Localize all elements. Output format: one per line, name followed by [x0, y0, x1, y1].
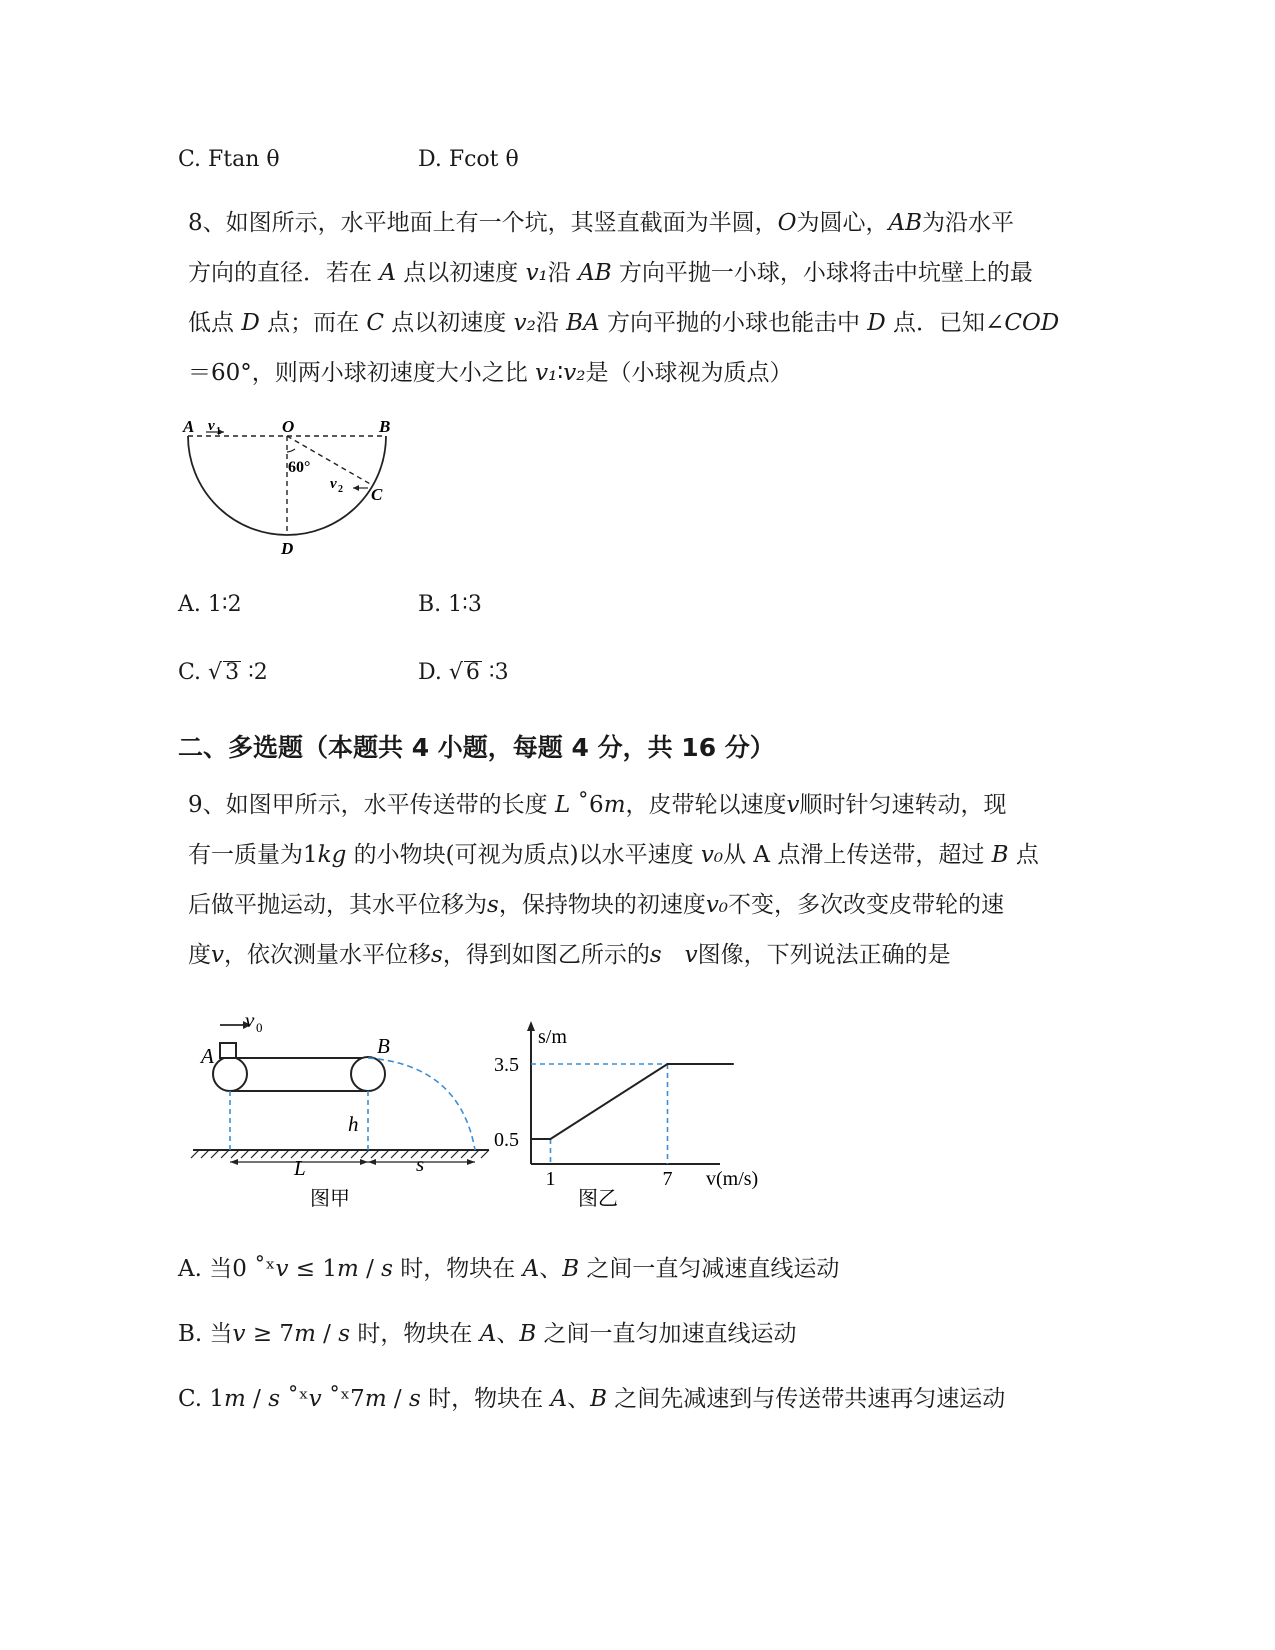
label-d: D [281, 539, 294, 558]
y-axis-label: s/m [538, 1026, 567, 1048]
x-tick-label: 1 [545, 1168, 556, 1190]
q7-option-c: C. Ftan θ [178, 147, 280, 172]
label-s: s [416, 1152, 425, 1176]
q8-option-a: A. 1∶2 [178, 592, 242, 617]
q8-line-2: 方向的直径．若在 A 点以初速度 v₁沿 AB 方向平抛一小球，小球将击中坑壁上的最 [188, 260, 1033, 286]
y-tick-label: 0.5 [494, 1129, 519, 1151]
q9-line-4: 度v，依次测量水平位移s，得到如图乙所示的s v图像，下列说法正确的是 [188, 942, 951, 968]
label-v2-sub: 2 [338, 484, 343, 495]
q8-line-4: ＝60°，则两小球初速度大小之比 v₁∶v₂是（小球视为质点） [188, 360, 793, 386]
label-v1-sub: 1 [216, 426, 221, 437]
label-o: O [282, 417, 295, 436]
label-c: C [371, 485, 383, 504]
label-v2: v [330, 476, 337, 492]
y-axis-arrow [527, 1021, 535, 1031]
q9-option-a: A. 当0 ˚ˣv ≤ 1m / s 时，物块在 A、B 之间一直匀减速直线运动 [178, 1256, 840, 1282]
section-heading: 二、多选题（本题共 4 小题，每题 4 分，共 16 分） [178, 733, 775, 762]
y-tick-label: 3.5 [494, 1054, 519, 1076]
series-line [531, 1064, 734, 1139]
label-v0: v [245, 1008, 255, 1032]
q8-semicircle-figure [178, 408, 418, 568]
label-v0-sub: 0 [256, 1020, 263, 1035]
q9-line-3: 后做平抛运动，其水平位移为s，保持物块的初速度v₀不变，多次改变皮带轮的速 [188, 892, 1005, 918]
q9-stem [188, 780, 1088, 980]
q8-option-d: D. √ 6 ∶3 [418, 660, 509, 685]
label-h: h [348, 1112, 359, 1136]
q9-conveyor-figure [185, 1005, 500, 1220]
label-v1: v [208, 418, 215, 434]
s-v-chart [490, 1005, 780, 1220]
q8-stem [188, 198, 1088, 398]
x-axis-label: v(m/s) [706, 1168, 759, 1190]
q9-option-b: B. 当v ≥ 7m / s 时，物块在 A、B 之间一直匀加速直线运动 [178, 1321, 797, 1347]
q8-option-c: C. √ 3 ∶2 [178, 660, 268, 685]
label-angle: 60° [288, 459, 311, 476]
label-b: B [379, 417, 391, 436]
figure-yi-caption: 图乙 [578, 1188, 618, 1210]
figure-jia-caption: 图甲 [310, 1188, 350, 1210]
q8-line-3: 低点 D 点；而在 C 点以初速度 v₂沿 BA 方向平抛的小球也能击中 D 点．已知∠COD [188, 310, 1060, 336]
q9-line-1: 9、如图甲所示，水平传送带的长度 L ˚6m，皮带轮以速度v顺时针匀速转动，现 [188, 792, 1007, 818]
x-tick-label: 7 [662, 1168, 673, 1190]
q8-option-b: B. 1∶3 [418, 592, 482, 617]
q7-option-d: D. Fcot θ [418, 147, 519, 172]
q8-line-1: 8、如图所示，水平地面上有一个坑，其竖直截面为半圆，O为圆心，AB为沿水平 [188, 210, 1015, 236]
q9-option-c: C. 1m / s ˚ˣv ˚ˣ7m / s 时，物块在 A、B 之间先减速到与传送带共速再匀速运动 [178, 1386, 1006, 1412]
label-a: A [183, 417, 195, 436]
q9-line-2: 有一质量为1kg 的小物块(可视为质点)以水平速度 v₀从 A 点滑上传送带，超过 B 点 [188, 842, 1039, 868]
label-a: A [201, 1044, 214, 1068]
label-l: L [294, 1156, 306, 1180]
label-b: B [377, 1034, 390, 1058]
